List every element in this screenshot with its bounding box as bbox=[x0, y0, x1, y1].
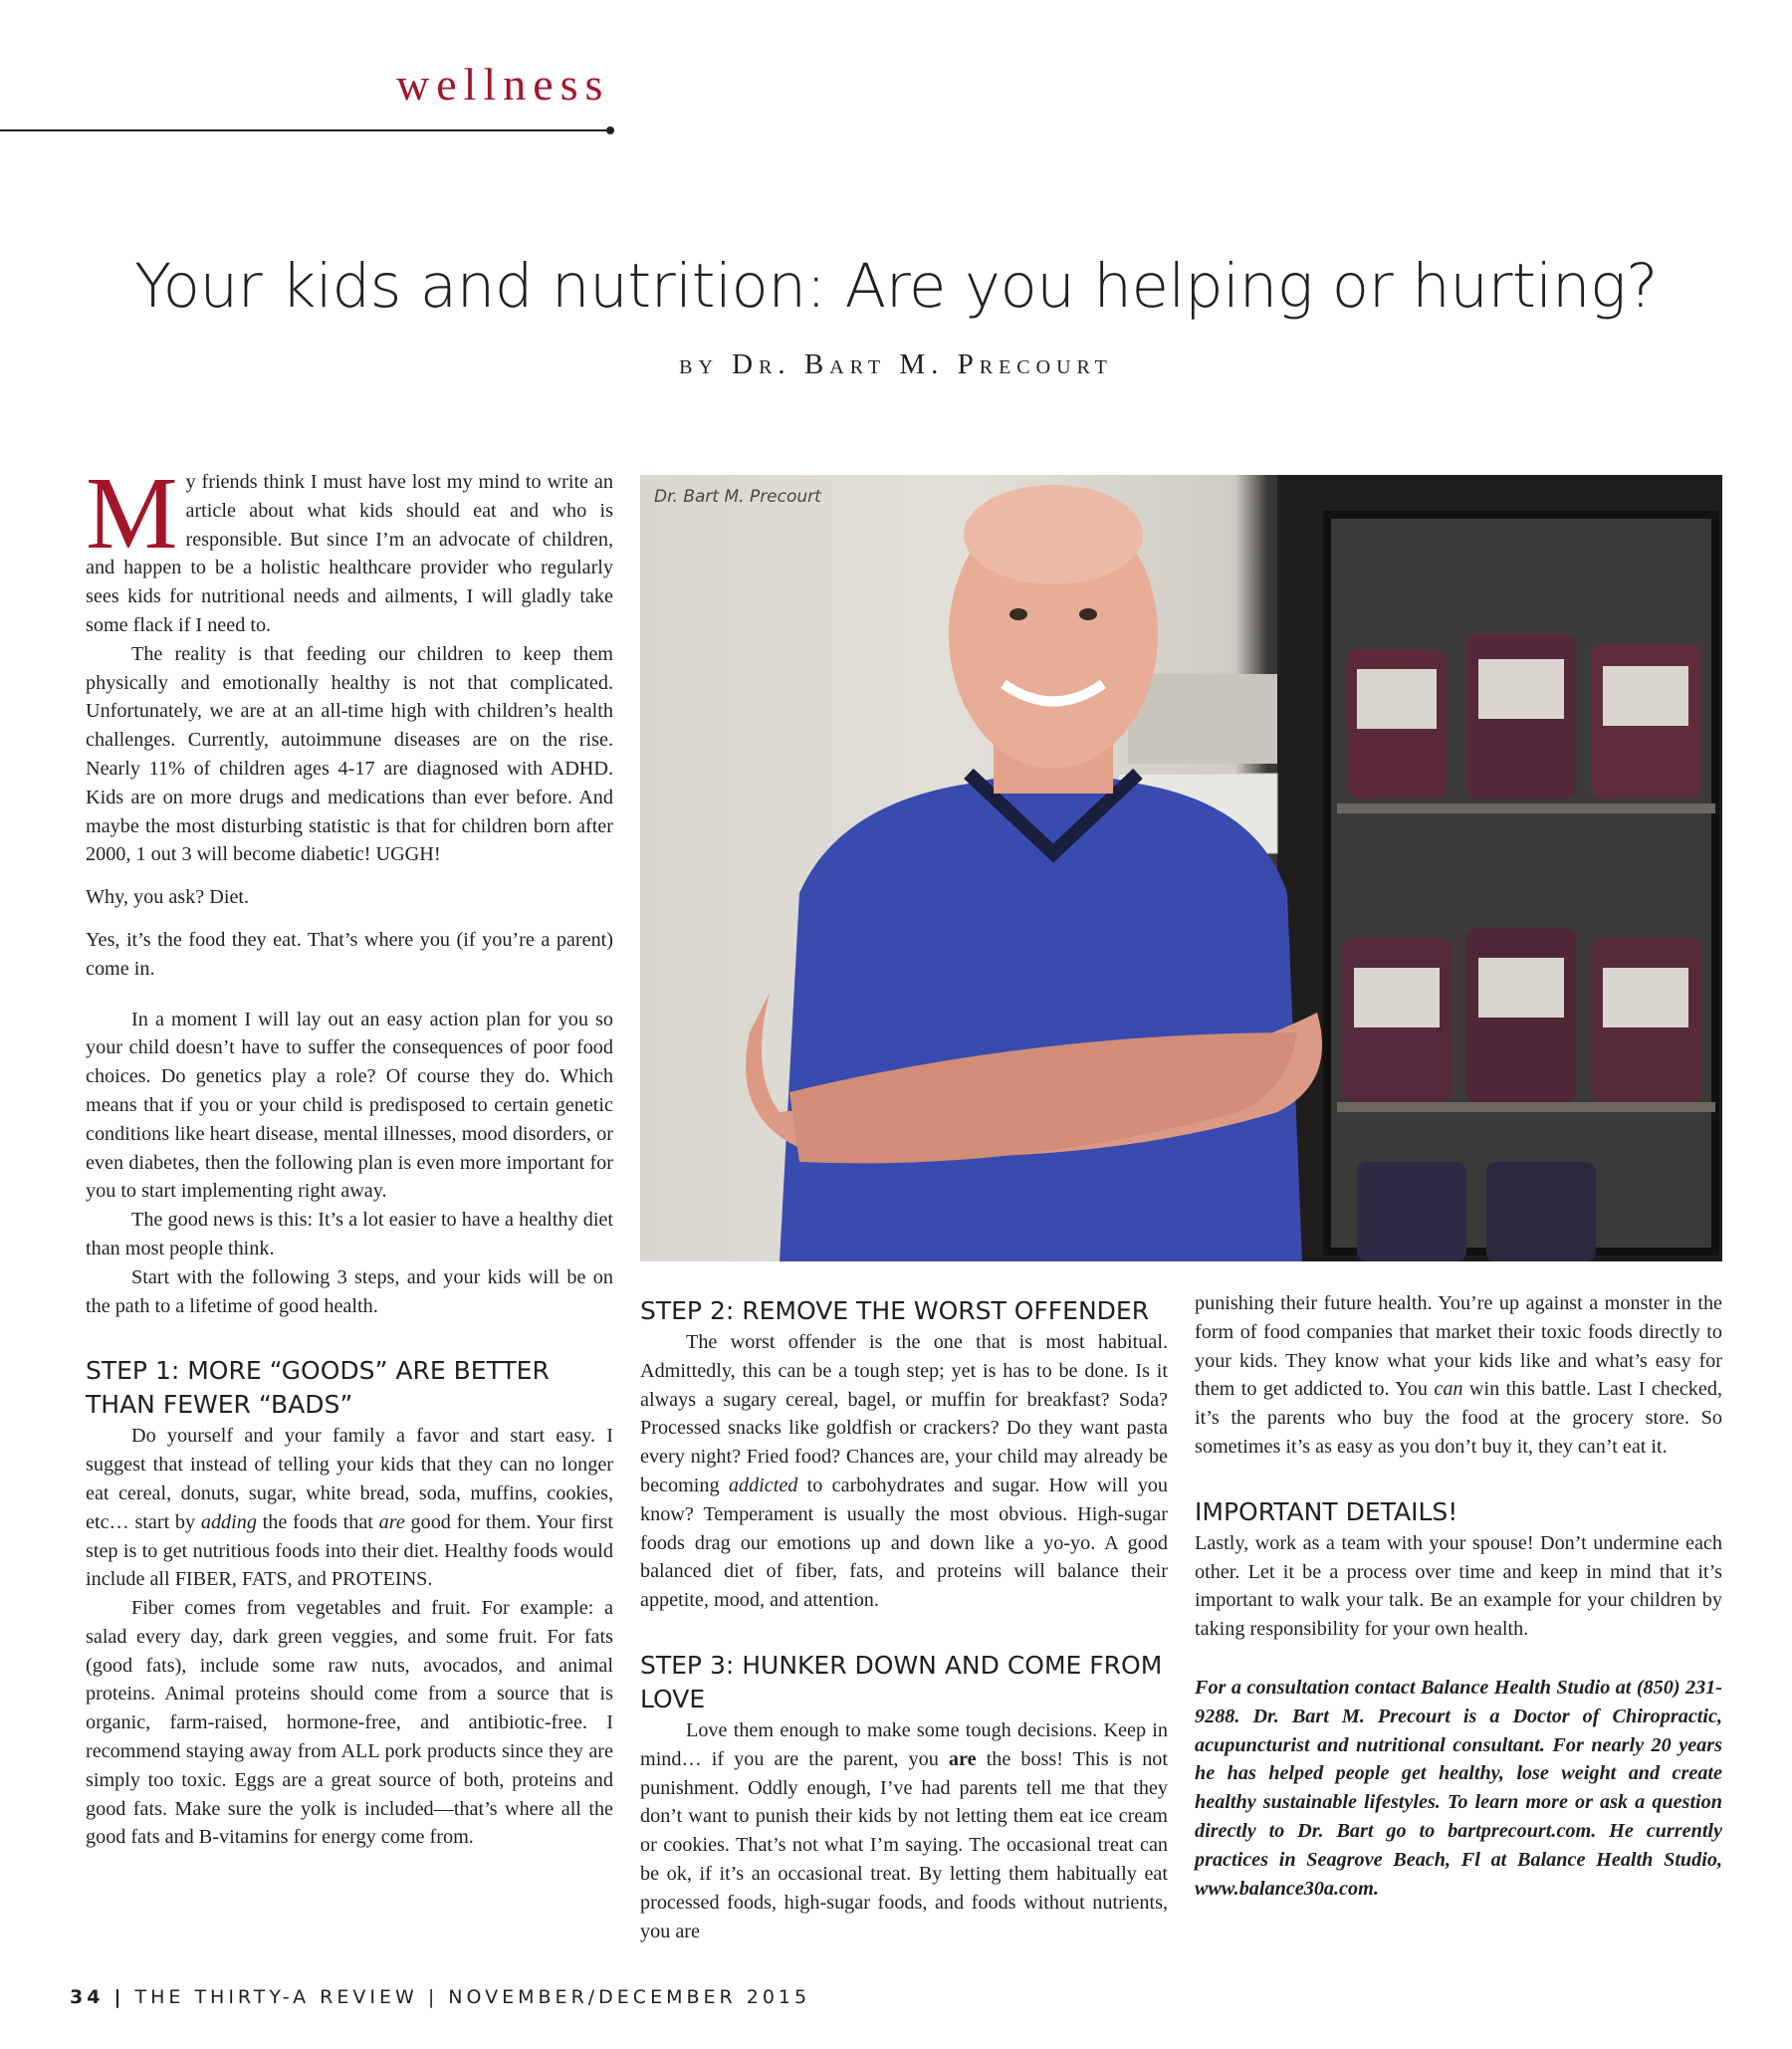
article-byline: by Dr. Bart M. Precourt bbox=[679, 348, 1113, 380]
issue-date: NOVEMBER/DECEMBER 2015 bbox=[448, 1986, 811, 2008]
author-photo-illustration bbox=[640, 475, 1722, 1261]
important-details-heading: IMPORTANT DETAILS! bbox=[1195, 1496, 1458, 1526]
paragraph: Lastly, work as a team with your spouse! Don’t undermine each other. Let it be a process over time and keep in mind that it’s important to walk your talk. Be an example for your children by taking responsibility for your own health. bbox=[1195, 1531, 1722, 1641]
paragraph: In a moment I will lay out an easy action plan for you so your child doesn’t have to suffer the consequences of poor food choices. Do genetics play a role? Of course they do. Which means that if you or your child is predisposed to certain genetic conditions like heart disease, mental illnesses, mood disorders, or even diabetes, then the following plan is even more important for you to start implementing right away. bbox=[86, 1008, 613, 1203]
paragraph: Love them enough to make some tough decisions. Keep in mind… if you are the parent, you are the boss! This is not punishment. Oddly enough, I’ve had parents tell me that they don’t want to punish their kids by not letting them eat ice cream or cookies. That’s not what I’m saying. The occasional treat can be ok, if it’s an occasional treat. By letting them habitually eat processed foods, high-sugar foods, and foods without nutrients, you are bbox=[640, 1718, 1169, 1942]
section-label: wellness bbox=[396, 59, 610, 110]
photo-caption: Dr. Bart M. Precourt bbox=[654, 487, 821, 507]
author-bio: For a consultation contact Balance Health Studio at (850) 231-9288. Dr. Bart M. Precourt is a Doctor of Chiropractic, acupuncturist and nutritional consultant. For nearly 20 years he has helped people get healthy, lose weight and create healthy sustainable lifestyles. To learn more or ask a question directly to Dr. Bart go to bartprecourt.com. He currently practices in Seagrove Beach, Fl at Balance Health Studio, www.balance30a.com. bbox=[1195, 1676, 1722, 1900]
paragraph: The good news is this: It’s a lot easier to have a healthy diet than most people think. bbox=[86, 1209, 613, 1259]
drop-cap: M bbox=[86, 456, 178, 570]
page-number: 34 bbox=[70, 1986, 105, 2008]
cabinet-door bbox=[1327, 515, 1715, 1252]
step-2-heading: STEP 2: REMOVE THE WORST OFFENDER bbox=[640, 1296, 1150, 1325]
paragraph: punishing their future health. You’re up against a monster in the form of food companies that market their toxic foods directly to your kids. They know what your kids like and what’s easy for them to get addicted to. You can win this battle. Last I checked, it’s the parents who buy the food at the grocery store. So sometimes it’s as easy as you don’t buy it, they can’t eat it. bbox=[1195, 1292, 1722, 1458]
paragraph: The worst offender is the one that is most habitual. Admittedly, this can be a tough step; yet is has to be done. Is it always a sugary cereal, bagel, or muffin for breakfast? Soda? Processed snacks like goldfish or crackers? Do they want pasta every night? Fried food? Chances are, your child may already be becoming addicted to carbohydrates and sugar. How will you know? Temperament is usually the most obvious. High-sugar foods drag our emotions up and down like a yo-yo. A good balanced diet of fiber, fats, and proteins will balance their appetite, mood, and attention. bbox=[640, 1331, 1168, 1612]
paragraph: Why, you ask? Diet. bbox=[86, 886, 250, 909]
step-1-heading: STEP 1: MORE “GOODS” ARE BETTER THAN FEWER “BADS” bbox=[86, 1356, 550, 1420]
footer-separator: | bbox=[113, 1986, 125, 2008]
article-column-right bbox=[1195, 1289, 1722, 1903]
step-3-heading: STEP 3: HUNKER DOWN AND COME FROM LOVE bbox=[640, 1650, 1163, 1713]
article-column-middle bbox=[640, 1294, 1168, 1945]
paragraph: Fiber comes from vegetables and fruit. For example: a salad every day, dark green veggies, and some fruit. For fats (good fats), include some raw nuts, avocados, and animal proteins. Animal proteins should come from a source that is organic, farm-raised, hormone-free, and antibiotic-free. I recommend staying away from ALL pork products since they are simply too toxic. Eggs are a great source of both, proteins and good fats. Make sure the yolk is included—that’s where all the good fats and B-vitamins for energy come from. bbox=[86, 1597, 613, 1849]
paragraph: The reality is that feeding our children to keep them physically and emotionally healthy is not that complicated. Unfortunately, we are at an all-time high with children’s health challenges. Currently, autoimmune diseases are on the rise. Nearly 11% of children ages 4-17 are diagnosed with ADHD. Kids are on more drugs and medications than ever before. And maybe the most disturbing statistic is that for children born after 2000, 1 out 3 will become diabetic! UGGH! bbox=[86, 642, 613, 866]
cabinet-shelf bbox=[1337, 803, 1715, 813]
paragraph-text: y friends think I must have lost my mind to write an article about what kids should eat and who is responsible. But since I’m an advocate of children, and happen to be a holistic healthcare provider who regularly sees kids for nutritional needs and ailments, I will gladly take some flack if I need to. bbox=[86, 471, 613, 636]
publication-name: THE THIRTY-A REVIEW bbox=[134, 1986, 418, 2008]
paragraph: Yes, it’s the food they eat. That’s where you (if you’re a parent) come in. bbox=[86, 928, 613, 980]
author-photo bbox=[640, 475, 1722, 1261]
section-rule-dot bbox=[606, 126, 614, 134]
footer-separator: | bbox=[427, 1986, 439, 2008]
cabinet-shelf bbox=[1337, 1102, 1715, 1112]
paragraph: Do yourself and your family a favor and start easy. I suggest that instead of telling your kids that they can no longer eat cereal, donuts, sugar, white bread, soda, muffins, cookies, etc… start by adding the foods that are good for them. Your first step is to get nutritious foods into their diet. Healthy foods would include all FIBER, FATS, and PROTEINS. bbox=[86, 1425, 613, 1591]
page-footer bbox=[70, 1986, 810, 2008]
paragraph bbox=[86, 456, 613, 640]
article-column-left bbox=[86, 456, 613, 1852]
article-headline: Your kids and nutrition: Are you helping or hurting? bbox=[133, 251, 1658, 322]
person bbox=[746, 485, 1322, 1261]
paragraph: Start with the following 3 steps, and your kids will be on the path to a lifetime of good health. bbox=[86, 1265, 613, 1317]
section-rule bbox=[0, 129, 609, 131]
